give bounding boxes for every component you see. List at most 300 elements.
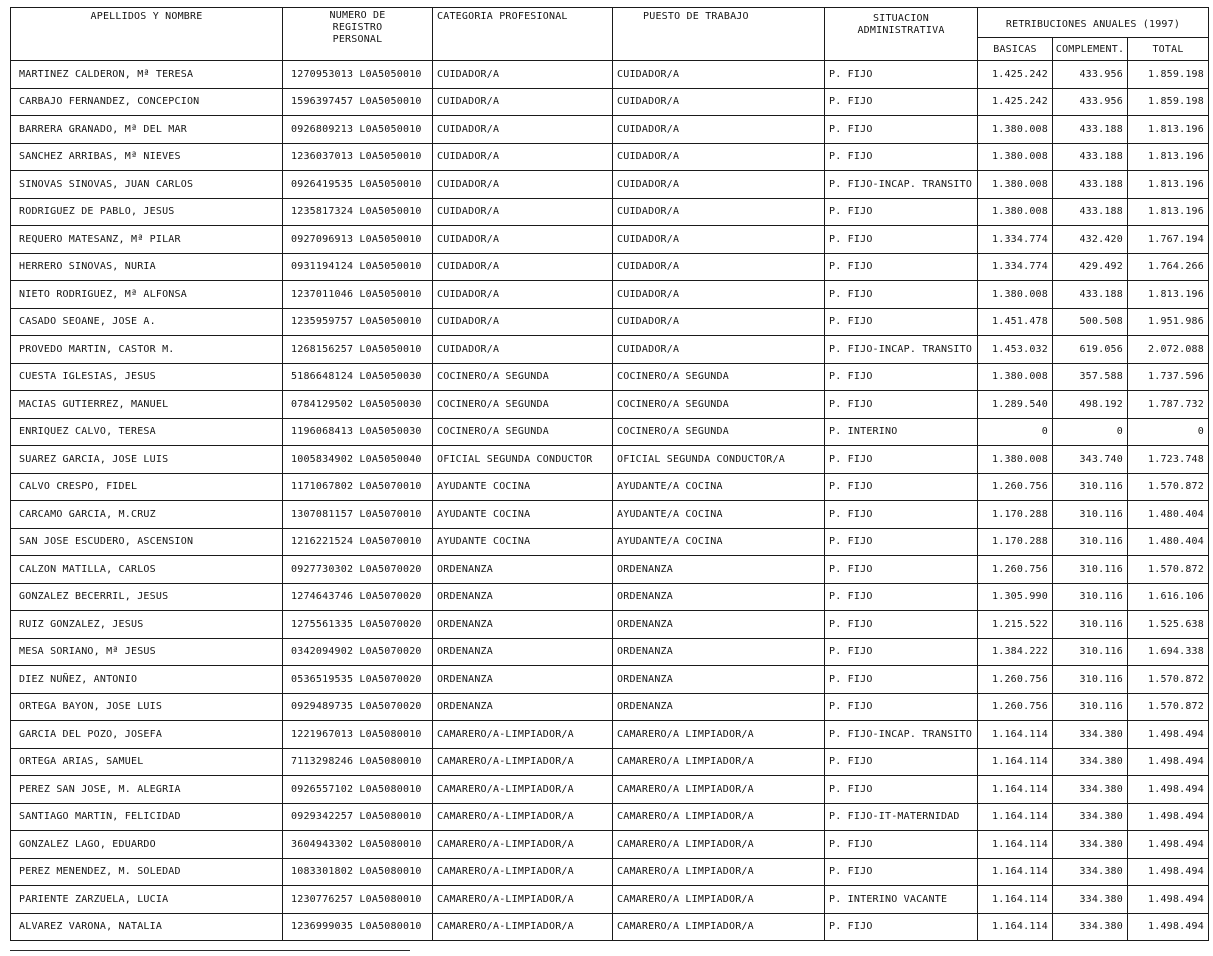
cell-registro: 0536519535 L0A5070020: [283, 666, 433, 694]
cell-complement: 433.188: [1053, 281, 1128, 309]
cell-categoria: AYUDANTE COCINA: [433, 501, 613, 529]
cell-name: PARIENTE ZARZUELA, LUCIA: [11, 886, 283, 914]
cell-situacion: P. FIJO: [825, 693, 978, 721]
cell-complement: 334.380: [1053, 831, 1128, 859]
cell-name: ORTEGA ARIAS, SAMUEL: [11, 748, 283, 776]
cell-total: 1.570.872: [1128, 556, 1209, 584]
cell-total: 1.859.198: [1128, 61, 1209, 89]
cell-total: 1.767.194: [1128, 226, 1209, 254]
header-name: APELLIDOS Y NOMBRE: [11, 8, 283, 61]
cell-basicas: 1.425.242: [978, 88, 1053, 116]
cell-name: GONZALEZ BECERRIL, JESUS: [11, 583, 283, 611]
cell-basicas: 1.164.114: [978, 858, 1053, 886]
cell-name: NIETO RODRIGUEZ, Mª ALFONSA: [11, 281, 283, 309]
cell-puesto: COCINERO/A SEGUNDA: [613, 363, 825, 391]
cell-basicas: 1.260.756: [978, 556, 1053, 584]
cell-complement: 0: [1053, 418, 1128, 446]
cell-categoria: CAMARERO/A-LIMPIADOR/A: [433, 721, 613, 749]
cell-complement: 310.116: [1053, 611, 1128, 639]
cell-situacion: P. FIJO: [825, 308, 978, 336]
cell-total: 1.764.266: [1128, 253, 1209, 281]
cell-basicas: 1.380.008: [978, 281, 1053, 309]
cell-name: GONZALEZ LAGO, EDUARDO: [11, 831, 283, 859]
cell-total: 1.859.198: [1128, 88, 1209, 116]
cell-complement: 310.116: [1053, 473, 1128, 501]
cell-complement: 433.188: [1053, 116, 1128, 144]
cell-registro: 0929342257 L0A5080010: [283, 803, 433, 831]
cell-total: 1.498.494: [1128, 748, 1209, 776]
cell-registro: 1270953013 L0A5050010: [283, 61, 433, 89]
cell-puesto: CUIDADOR/A: [613, 308, 825, 336]
cell-complement: 310.116: [1053, 556, 1128, 584]
cell-basicas: 1.170.288: [978, 501, 1053, 529]
cell-name: HERRERO SINOVAS, NURIA: [11, 253, 283, 281]
cell-name: ALVAREZ VARONA, NATALIA: [11, 913, 283, 941]
cell-categoria: CUIDADOR/A: [433, 253, 613, 281]
table-row: [11, 363, 1209, 391]
cell-situacion: P. FIJO: [825, 748, 978, 776]
cell-puesto: CUIDADOR/A: [613, 61, 825, 89]
cell-registro: 0342094902 L0A5070020: [283, 638, 433, 666]
cell-total: 1.570.872: [1128, 666, 1209, 694]
cell-puesto: CAMARERO/A LIMPIADOR/A: [613, 776, 825, 804]
cell-puesto: CAMARERO/A LIMPIADOR/A: [613, 886, 825, 914]
cell-name: SANTIAGO MARTIN, FELICIDAD: [11, 803, 283, 831]
cell-name: ENRIQUEZ CALVO, TERESA: [11, 418, 283, 446]
cell-registro: 1216221524 L0A5070010: [283, 528, 433, 556]
cell-situacion: P. FIJO: [825, 391, 978, 419]
cell-categoria: CAMARERO/A-LIMPIADOR/A: [433, 776, 613, 804]
cell-total: 1.723.748: [1128, 446, 1209, 474]
table-row: [11, 666, 1209, 694]
cell-name: REQUERO MATESANZ, Mª PILAR: [11, 226, 283, 254]
cell-situacion: P. FIJO: [825, 253, 978, 281]
cell-total: 1.813.196: [1128, 198, 1209, 226]
cell-puesto: ORDENANZA: [613, 666, 825, 694]
table-row: [11, 281, 1209, 309]
cell-total: 1.498.494: [1128, 721, 1209, 749]
cell-name: RODRIGUEZ DE PABLO, JESUS: [11, 198, 283, 226]
cell-categoria: COCINERO/A SEGUNDA: [433, 418, 613, 446]
cell-total: 1.737.596: [1128, 363, 1209, 391]
table-row: [11, 391, 1209, 419]
table-row: [11, 831, 1209, 859]
cell-categoria: CUIDADOR/A: [433, 143, 613, 171]
cell-registro: 3604943302 L0A5080010: [283, 831, 433, 859]
table-row: [11, 858, 1209, 886]
cell-registro: 1274643746 L0A5070020: [283, 583, 433, 611]
cell-categoria: CAMARERO/A-LIMPIADOR/A: [433, 831, 613, 859]
cell-registro: 7113298246 L0A5080010: [283, 748, 433, 776]
cell-complement: 433.188: [1053, 171, 1128, 199]
table-row: [11, 803, 1209, 831]
cell-puesto: CUIDADOR/A: [613, 198, 825, 226]
header-registro: NUMERO DE REGISTRO PERSONAL: [283, 8, 433, 61]
cell-situacion: P. FIJO: [825, 143, 978, 171]
cell-name: ORTEGA BAYON, JOSE LUIS: [11, 693, 283, 721]
cell-situacion: P. FIJO: [825, 831, 978, 859]
cell-name: CUESTA IGLESIAS, JESUS: [11, 363, 283, 391]
cell-total: 1.570.872: [1128, 693, 1209, 721]
cell-situacion: P. FIJO: [825, 913, 978, 941]
table-row: [11, 913, 1209, 941]
table-row: [11, 611, 1209, 639]
cell-basicas: 1.260.756: [978, 693, 1053, 721]
cell-name: RUIZ GONZALEZ, JESUS: [11, 611, 283, 639]
cell-situacion: P. FIJO: [825, 501, 978, 529]
cell-registro: 1236037013 L0A5050010: [283, 143, 433, 171]
cell-name: MESA SORIANO, Mª JESUS: [11, 638, 283, 666]
cell-situacion: P. FIJO-INCAP. TRANSITO: [825, 171, 978, 199]
cell-puesto: CUIDADOR/A: [613, 88, 825, 116]
table-row: [11, 418, 1209, 446]
cell-puesto: CAMARERO/A LIMPIADOR/A: [613, 721, 825, 749]
cell-name: DIEZ NUÑEZ, ANTONIO: [11, 666, 283, 694]
cell-name: PEREZ MENENDEZ, M. SOLEDAD: [11, 858, 283, 886]
cell-puesto: ORDENANZA: [613, 556, 825, 584]
cell-situacion: P. INTERINO VACANTE: [825, 886, 978, 914]
cell-categoria: ORDENANZA: [433, 693, 613, 721]
footer-rule: [10, 950, 410, 951]
cell-basicas: 1.289.540: [978, 391, 1053, 419]
cell-registro: 1171067802 L0A5070010: [283, 473, 433, 501]
header-total: TOTAL: [1128, 38, 1209, 61]
cell-situacion: P. FIJO: [825, 583, 978, 611]
cell-basicas: 1.380.008: [978, 143, 1053, 171]
cell-puesto: CUIDADOR/A: [613, 336, 825, 364]
header-situacion: SITUACION ADMINISTRATIVA: [825, 8, 978, 61]
cell-complement: 334.380: [1053, 803, 1128, 831]
cell-name: CASADO SEOANE, JOSE A.: [11, 308, 283, 336]
cell-puesto: COCINERO/A SEGUNDA: [613, 391, 825, 419]
cell-total: 1.813.196: [1128, 171, 1209, 199]
cell-total: 1.480.404: [1128, 528, 1209, 556]
cell-complement: 334.380: [1053, 748, 1128, 776]
table-row: [11, 171, 1209, 199]
cell-categoria: CUIDADOR/A: [433, 308, 613, 336]
cell-complement: 619.056: [1053, 336, 1128, 364]
cell-complement: 429.492: [1053, 253, 1128, 281]
cell-puesto: CUIDADOR/A: [613, 171, 825, 199]
cell-basicas: 1.334.774: [978, 253, 1053, 281]
cell-situacion: P. FIJO: [825, 446, 978, 474]
cell-basicas: 1.164.114: [978, 776, 1053, 804]
table-row: [11, 308, 1209, 336]
cell-categoria: ORDENANZA: [433, 666, 613, 694]
cell-situacion: P. FIJO-INCAP. TRANSITO: [825, 721, 978, 749]
cell-basicas: 1.453.032: [978, 336, 1053, 364]
header-retribuciones: RETRIBUCIONES ANUALES (1997): [978, 8, 1209, 38]
cell-total: 1.570.872: [1128, 473, 1209, 501]
cell-basicas: 1.425.242: [978, 61, 1053, 89]
table-row: [11, 886, 1209, 914]
cell-basicas: 1.380.008: [978, 171, 1053, 199]
cell-complement: 500.508: [1053, 308, 1128, 336]
cell-basicas: 1.164.114: [978, 913, 1053, 941]
cell-situacion: P. FIJO: [825, 556, 978, 584]
cell-complement: 310.116: [1053, 528, 1128, 556]
table-row: [11, 748, 1209, 776]
cell-categoria: CUIDADOR/A: [433, 198, 613, 226]
table-header: [11, 8, 1209, 61]
cell-name: SANCHEZ ARRIBAS, Mª NIEVES: [11, 143, 283, 171]
cell-registro: 0926557102 L0A5080010: [283, 776, 433, 804]
cell-complement: 357.588: [1053, 363, 1128, 391]
cell-basicas: 1.380.008: [978, 363, 1053, 391]
cell-situacion: P. FIJO: [825, 776, 978, 804]
cell-basicas: 1.164.114: [978, 831, 1053, 859]
table-row: [11, 556, 1209, 584]
cell-puesto: ORDENANZA: [613, 638, 825, 666]
cell-registro: 1237011046 L0A5050010: [283, 281, 433, 309]
header-categoria: CATEGORIA PROFESIONAL: [433, 8, 613, 61]
document-page: [10, 7, 1208, 941]
cell-complement: 310.116: [1053, 583, 1128, 611]
cell-categoria: CUIDADOR/A: [433, 171, 613, 199]
cell-basicas: 1.215.522: [978, 611, 1053, 639]
table-row: [11, 583, 1209, 611]
cell-categoria: CUIDADOR/A: [433, 336, 613, 364]
cell-puesto: CAMARERO/A LIMPIADOR/A: [613, 831, 825, 859]
cell-situacion: P. INTERINO: [825, 418, 978, 446]
cell-basicas: 1.170.288: [978, 528, 1053, 556]
table-row: [11, 143, 1209, 171]
cell-registro: 1236999035 L0A5080010: [283, 913, 433, 941]
cell-registro: 0927096913 L0A5050010: [283, 226, 433, 254]
cell-total: 1.525.638: [1128, 611, 1209, 639]
cell-puesto: ORDENANZA: [613, 693, 825, 721]
cell-situacion: P. FIJO: [825, 528, 978, 556]
cell-complement: 433.188: [1053, 143, 1128, 171]
cell-total: 1.498.494: [1128, 803, 1209, 831]
cell-registro: 0929489735 L0A5070020: [283, 693, 433, 721]
cell-complement: 310.116: [1053, 666, 1128, 694]
table-row: [11, 501, 1209, 529]
personnel-table: [10, 7, 1209, 941]
cell-situacion: P. FIJO: [825, 638, 978, 666]
cell-situacion: P. FIJO: [825, 226, 978, 254]
cell-complement: 343.740: [1053, 446, 1128, 474]
table-row: [11, 638, 1209, 666]
cell-categoria: COCINERO/A SEGUNDA: [433, 391, 613, 419]
cell-basicas: 1.380.008: [978, 116, 1053, 144]
cell-name: MACIAS GUTIERREZ, MANUEL: [11, 391, 283, 419]
cell-puesto: CUIDADOR/A: [613, 253, 825, 281]
cell-registro: 0926809213 L0A5050010: [283, 116, 433, 144]
cell-puesto: ORDENANZA: [613, 583, 825, 611]
table-row: [11, 88, 1209, 116]
cell-puesto: AYUDANTE/A COCINA: [613, 501, 825, 529]
table-body: [11, 61, 1209, 941]
table-row: [11, 473, 1209, 501]
cell-puesto: CUIDADOR/A: [613, 226, 825, 254]
cell-name: SUAREZ GARCIA, JOSE LUIS: [11, 446, 283, 474]
cell-complement: 334.380: [1053, 776, 1128, 804]
cell-basicas: 1.380.008: [978, 446, 1053, 474]
cell-situacion: P. FIJO: [825, 363, 978, 391]
cell-categoria: ORDENANZA: [433, 583, 613, 611]
cell-complement: 334.380: [1053, 858, 1128, 886]
cell-total: 0: [1128, 418, 1209, 446]
cell-registro: 1307081157 L0A5070010: [283, 501, 433, 529]
cell-name: CARCAMO GARCIA, M.CRUZ: [11, 501, 283, 529]
cell-name: SAN JOSE ESCUDERO, ASCENSION: [11, 528, 283, 556]
cell-registro: 1268156257 L0A5050010: [283, 336, 433, 364]
cell-categoria: ORDENANZA: [433, 611, 613, 639]
cell-registro: 1596397457 L0A5050010: [283, 88, 433, 116]
cell-puesto: CUIDADOR/A: [613, 281, 825, 309]
header-complement: COMPLEMENT.: [1053, 38, 1128, 61]
cell-situacion: P. FIJO-INCAP. TRANSITO: [825, 336, 978, 364]
cell-situacion: P. FIJO: [825, 88, 978, 116]
cell-total: 1.813.196: [1128, 116, 1209, 144]
cell-puesto: AYUDANTE/A COCINA: [613, 528, 825, 556]
cell-total: 1.498.494: [1128, 831, 1209, 859]
table-row: [11, 336, 1209, 364]
cell-situacion: P. FIJO-IT-MATERNIDAD: [825, 803, 978, 831]
table-row: [11, 693, 1209, 721]
cell-categoria: OFICIAL SEGUNDA CONDUCTOR: [433, 446, 613, 474]
cell-name: CARBAJO FERNANDEZ, CONCEPCION: [11, 88, 283, 116]
cell-categoria: CUIDADOR/A: [433, 116, 613, 144]
cell-complement: 432.420: [1053, 226, 1128, 254]
cell-name: CALVO CRESPO, FIDEL: [11, 473, 283, 501]
cell-basicas: 1.451.478: [978, 308, 1053, 336]
cell-categoria: CUIDADOR/A: [433, 61, 613, 89]
cell-total: 1.951.986: [1128, 308, 1209, 336]
cell-categoria: COCINERO/A SEGUNDA: [433, 363, 613, 391]
cell-categoria: CUIDADOR/A: [433, 88, 613, 116]
cell-complement: 310.116: [1053, 501, 1128, 529]
cell-categoria: CAMARERO/A-LIMPIADOR/A: [433, 913, 613, 941]
cell-categoria: CAMARERO/A-LIMPIADOR/A: [433, 748, 613, 776]
cell-puesto: CUIDADOR/A: [613, 143, 825, 171]
cell-puesto: CAMARERO/A LIMPIADOR/A: [613, 858, 825, 886]
cell-situacion: P. FIJO: [825, 858, 978, 886]
cell-complement: 433.956: [1053, 61, 1128, 89]
cell-registro: 5186648124 L0A5050030: [283, 363, 433, 391]
cell-total: 2.072.088: [1128, 336, 1209, 364]
cell-name: MARTINEZ CALDERON, Mª TERESA: [11, 61, 283, 89]
table-row: [11, 446, 1209, 474]
cell-basicas: 0: [978, 418, 1053, 446]
table-row: [11, 253, 1209, 281]
cell-registro: 1235959757 L0A5050010: [283, 308, 433, 336]
cell-registro: 0926419535 L0A5050010: [283, 171, 433, 199]
cell-total: 1.498.494: [1128, 858, 1209, 886]
cell-categoria: CAMARERO/A-LIMPIADOR/A: [433, 858, 613, 886]
cell-total: 1.787.732: [1128, 391, 1209, 419]
table-row: [11, 721, 1209, 749]
table-row: [11, 116, 1209, 144]
cell-registro: 0927730302 L0A5070020: [283, 556, 433, 584]
cell-basicas: 1.380.008: [978, 198, 1053, 226]
cell-registro: 0931194124 L0A5050010: [283, 253, 433, 281]
cell-registro: 1083301802 L0A5080010: [283, 858, 433, 886]
table-row: [11, 198, 1209, 226]
cell-categoria: ORDENANZA: [433, 556, 613, 584]
cell-registro: 1275561335 L0A5070020: [283, 611, 433, 639]
cell-complement: 433.188: [1053, 198, 1128, 226]
cell-puesto: AYUDANTE/A COCINA: [613, 473, 825, 501]
cell-situacion: P. FIJO: [825, 611, 978, 639]
cell-registro: 1221967013 L0A5080010: [283, 721, 433, 749]
cell-puesto: CAMARERO/A LIMPIADOR/A: [613, 803, 825, 831]
header-puesto: PUESTO DE TRABAJO: [613, 8, 825, 61]
cell-total: 1.813.196: [1128, 281, 1209, 309]
cell-categoria: CAMARERO/A-LIMPIADOR/A: [433, 803, 613, 831]
cell-total: 1.480.404: [1128, 501, 1209, 529]
cell-complement: 433.956: [1053, 88, 1128, 116]
cell-name: GARCIA DEL POZO, JOSEFA: [11, 721, 283, 749]
cell-registro: 1196068413 L0A5050030: [283, 418, 433, 446]
cell-basicas: 1.334.774: [978, 226, 1053, 254]
cell-name: BARRERA GRANADO, Mª DEL MAR: [11, 116, 283, 144]
cell-basicas: 1.164.114: [978, 721, 1053, 749]
table-row: [11, 226, 1209, 254]
cell-total: 1.616.106: [1128, 583, 1209, 611]
cell-complement: 310.116: [1053, 638, 1128, 666]
cell-categoria: CAMARERO/A-LIMPIADOR/A: [433, 886, 613, 914]
cell-categoria: AYUDANTE COCINA: [433, 473, 613, 501]
cell-complement: 334.380: [1053, 721, 1128, 749]
cell-situacion: P. FIJO: [825, 281, 978, 309]
cell-puesto: OFICIAL SEGUNDA CONDUCTOR/A: [613, 446, 825, 474]
cell-puesto: CUIDADOR/A: [613, 116, 825, 144]
cell-basicas: 1.164.114: [978, 748, 1053, 776]
cell-complement: 310.116: [1053, 693, 1128, 721]
cell-basicas: 1.305.990: [978, 583, 1053, 611]
cell-total: 1.813.196: [1128, 143, 1209, 171]
cell-categoria: CUIDADOR/A: [433, 281, 613, 309]
cell-puesto: ORDENANZA: [613, 611, 825, 639]
cell-basicas: 1.164.114: [978, 803, 1053, 831]
cell-categoria: ORDENANZA: [433, 638, 613, 666]
cell-complement: 334.380: [1053, 886, 1128, 914]
cell-complement: 334.380: [1053, 913, 1128, 941]
table-row: [11, 528, 1209, 556]
cell-total: 1.498.494: [1128, 913, 1209, 941]
cell-total: 1.498.494: [1128, 776, 1209, 804]
cell-basicas: 1.384.222: [978, 638, 1053, 666]
cell-puesto: CAMARERO/A LIMPIADOR/A: [613, 748, 825, 776]
cell-total: 1.498.494: [1128, 886, 1209, 914]
header-basicas: BASICAS: [978, 38, 1053, 61]
cell-basicas: 1.164.114: [978, 886, 1053, 914]
cell-name: PEREZ SAN JOSE, M. ALEGRIA: [11, 776, 283, 804]
cell-puesto: COCINERO/A SEGUNDA: [613, 418, 825, 446]
cell-total: 1.694.338: [1128, 638, 1209, 666]
cell-categoria: CUIDADOR/A: [433, 226, 613, 254]
cell-registro: 1005834902 L0A5050040: [283, 446, 433, 474]
cell-situacion: P. FIJO: [825, 61, 978, 89]
cell-registro: 0784129502 L0A5050030: [283, 391, 433, 419]
cell-complement: 498.192: [1053, 391, 1128, 419]
cell-situacion: P. FIJO: [825, 473, 978, 501]
cell-puesto: CAMARERO/A LIMPIADOR/A: [613, 913, 825, 941]
table-row: [11, 776, 1209, 804]
cell-registro: 1235817324 L0A5050010: [283, 198, 433, 226]
cell-basicas: 1.260.756: [978, 473, 1053, 501]
cell-name: PROVEDO MARTIN, CASTOR M.: [11, 336, 283, 364]
cell-name: SINOVAS SINOVAS, JUAN CARLOS: [11, 171, 283, 199]
cell-situacion: P. FIJO: [825, 116, 978, 144]
cell-situacion: P. FIJO: [825, 198, 978, 226]
cell-name: CALZON MATILLA, CARLOS: [11, 556, 283, 584]
cell-basicas: 1.260.756: [978, 666, 1053, 694]
cell-situacion: P. FIJO: [825, 666, 978, 694]
table-row: [11, 61, 1209, 89]
